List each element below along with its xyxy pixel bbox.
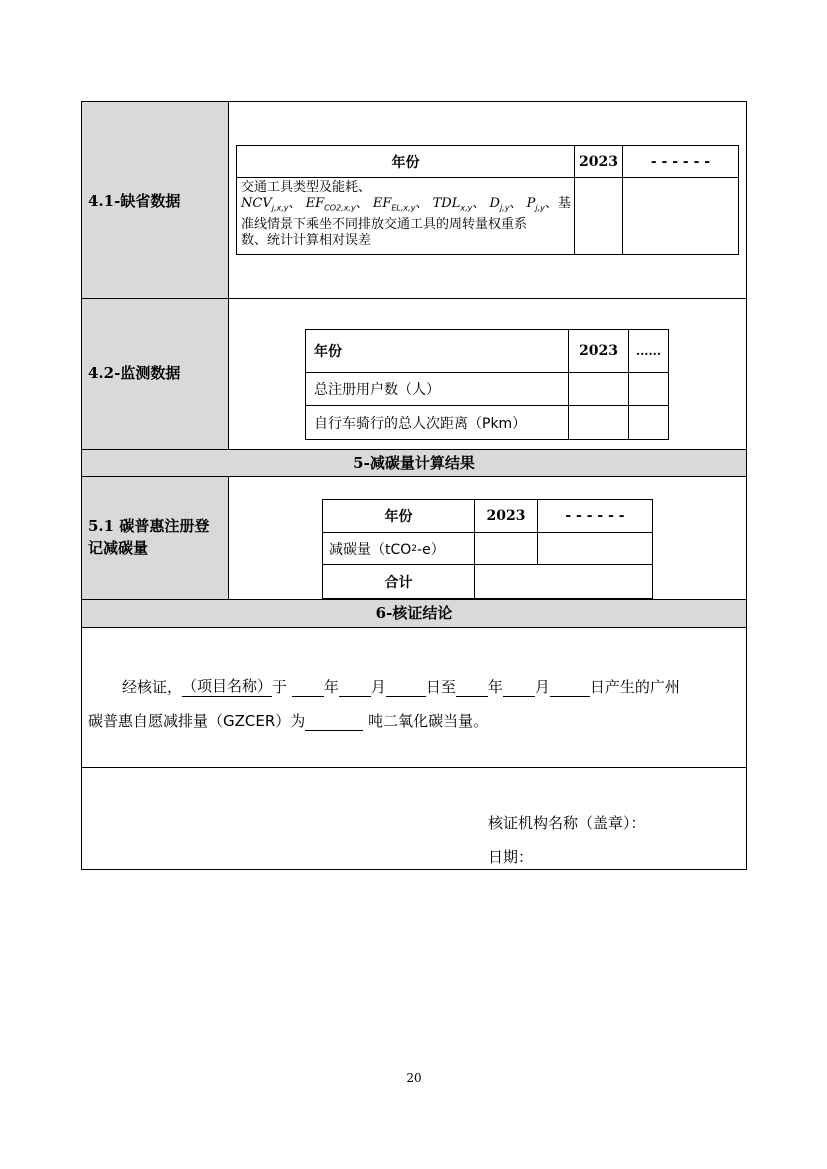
sep-3: 、 bbox=[415, 196, 429, 211]
reduction-table bbox=[322, 499, 653, 599]
end-day-field[interactable] bbox=[550, 680, 590, 697]
section-5-header bbox=[82, 450, 746, 477]
section-5-1-label bbox=[88, 515, 209, 559]
td-bike-distance-more[interactable] bbox=[629, 406, 668, 439]
var-ef-sub: CO2,x,y bbox=[324, 203, 356, 213]
section-4-1-label: 4.1-缺省数据 bbox=[88, 192, 181, 210]
params-formula-line bbox=[241, 196, 570, 217]
section-5-title: 5-减碳量计算结果 bbox=[353, 454, 475, 472]
end-month-label: 月 bbox=[534, 678, 550, 696]
td-reduction bbox=[323, 533, 475, 565]
section-5-1-label-line-2: 记减碳量 bbox=[88, 539, 149, 557]
td-total-value[interactable] bbox=[475, 565, 652, 598]
th-2023: 2023 bbox=[475, 500, 538, 533]
section-4-2-label: 4.2-监测数据 bbox=[88, 364, 181, 382]
verifier-org-label: 核证机构名称（盖章）： bbox=[488, 814, 646, 832]
var-efel: EF bbox=[372, 196, 392, 211]
var-p-sub: j,y bbox=[535, 203, 545, 213]
td-reduction-more[interactable] bbox=[538, 533, 652, 565]
th-year: 年份 bbox=[237, 146, 575, 178]
start-day-label: 日至 bbox=[425, 678, 456, 696]
end-year-field[interactable] bbox=[456, 680, 488, 697]
end-month-field[interactable] bbox=[503, 680, 535, 697]
default-data-table bbox=[236, 145, 739, 255]
td-total-users: 总注册用户数（人） bbox=[306, 373, 569, 406]
section-5-1-label-line-1: 5.1 碳普惠注册登 bbox=[88, 517, 210, 535]
reduction-label-sub: 2 bbox=[411, 543, 418, 554]
start-month-field[interactable] bbox=[339, 680, 371, 697]
page-number: 20 bbox=[406, 1071, 422, 1085]
td-bike-distance-2023[interactable] bbox=[569, 406, 629, 439]
project-name-placeholder: （项目名称） bbox=[182, 677, 273, 695]
td-more-value[interactable] bbox=[623, 178, 738, 254]
var-ef: EF bbox=[305, 196, 325, 211]
project-name-field[interactable] bbox=[182, 675, 272, 697]
th-more: - - - - - - bbox=[623, 146, 738, 178]
var-tdl: TDL bbox=[432, 196, 461, 211]
start-day-field[interactable] bbox=[386, 680, 426, 697]
start-year-field[interactable] bbox=[292, 680, 324, 697]
td-2023-value[interactable] bbox=[575, 178, 623, 254]
td-reduction-2023[interactable] bbox=[475, 533, 538, 565]
var-tdl-sub: x,y bbox=[460, 203, 473, 213]
reduction-label-post: -e） bbox=[417, 541, 445, 558]
td-total-label: 合计 bbox=[323, 565, 475, 598]
th-2023: 2023 bbox=[575, 146, 623, 178]
td-total-users-more[interactable] bbox=[629, 373, 668, 406]
sep-1: 、 bbox=[288, 196, 302, 211]
var-d-sub: j,y bbox=[499, 203, 510, 213]
section-4-2-label-cell bbox=[82, 299, 229, 450]
start-month-label: 月 bbox=[370, 678, 386, 696]
amount-field[interactable] bbox=[305, 714, 363, 731]
sep-4: 、 bbox=[472, 196, 486, 211]
section-6-header bbox=[82, 600, 746, 628]
td-default-params bbox=[237, 178, 575, 254]
section-5-1-content bbox=[229, 477, 746, 600]
th-2023: 2023 bbox=[569, 330, 629, 373]
var-efel-sub: EL,x,y bbox=[391, 203, 416, 213]
reduction-label-pre: 减碳量（tCO bbox=[329, 541, 412, 558]
section-5-1-label-cell bbox=[82, 477, 229, 600]
params-line-1: 交通工具类型及能耗、 bbox=[241, 180, 372, 195]
signature-cell bbox=[82, 768, 746, 869]
monitoring-data-table bbox=[305, 329, 669, 440]
td-bike-distance: 自行车骑行的总人次距离（Pkm） bbox=[306, 406, 569, 439]
section-4-1-content bbox=[229, 102, 746, 299]
var-ncv-sub: j,x,y bbox=[271, 203, 289, 213]
end-year-label: 年 bbox=[487, 678, 503, 696]
th-more: - - - - - - bbox=[538, 500, 652, 533]
conclusion-prefix: 经核证， bbox=[122, 678, 183, 696]
th-more: ...... bbox=[629, 330, 668, 373]
var-p: P bbox=[526, 196, 536, 211]
start-year-label: 年 bbox=[323, 678, 339, 696]
conclusion-amount-prefix: 碳普惠自愿减排量（GZCER）为 bbox=[88, 712, 306, 730]
section-6-title: 6-核证结论 bbox=[375, 604, 453, 622]
params-line-4: 数、统计计算相对误差 bbox=[241, 232, 372, 248]
section-4-1-label-cell bbox=[82, 102, 229, 299]
section-4-2-content bbox=[229, 299, 746, 450]
conclusion-line-2 bbox=[88, 710, 488, 731]
params-line-3: 准线情景下乘坐不同排放交通工具的周转量权重系 bbox=[241, 216, 528, 232]
sep-5: 、 bbox=[509, 196, 523, 211]
th-year: 年份 bbox=[306, 330, 569, 373]
var-d: D bbox=[489, 196, 500, 211]
sep-2: 、 bbox=[355, 196, 369, 211]
td-total-users-2023[interactable] bbox=[569, 373, 629, 406]
conclusion-line-1 bbox=[122, 675, 680, 697]
conclusion-cell bbox=[82, 628, 746, 768]
conclusion-at: 于 bbox=[272, 678, 288, 696]
verification-date-label: 日期： bbox=[488, 848, 534, 866]
formula-tail: 、基 bbox=[544, 196, 571, 211]
end-day-label: 日产生的广州 bbox=[589, 678, 680, 696]
var-ncv: NCV bbox=[241, 196, 272, 211]
th-year: 年份 bbox=[323, 500, 475, 533]
conclusion-amount-suffix: 吨二氧化碳当量。 bbox=[368, 712, 489, 730]
